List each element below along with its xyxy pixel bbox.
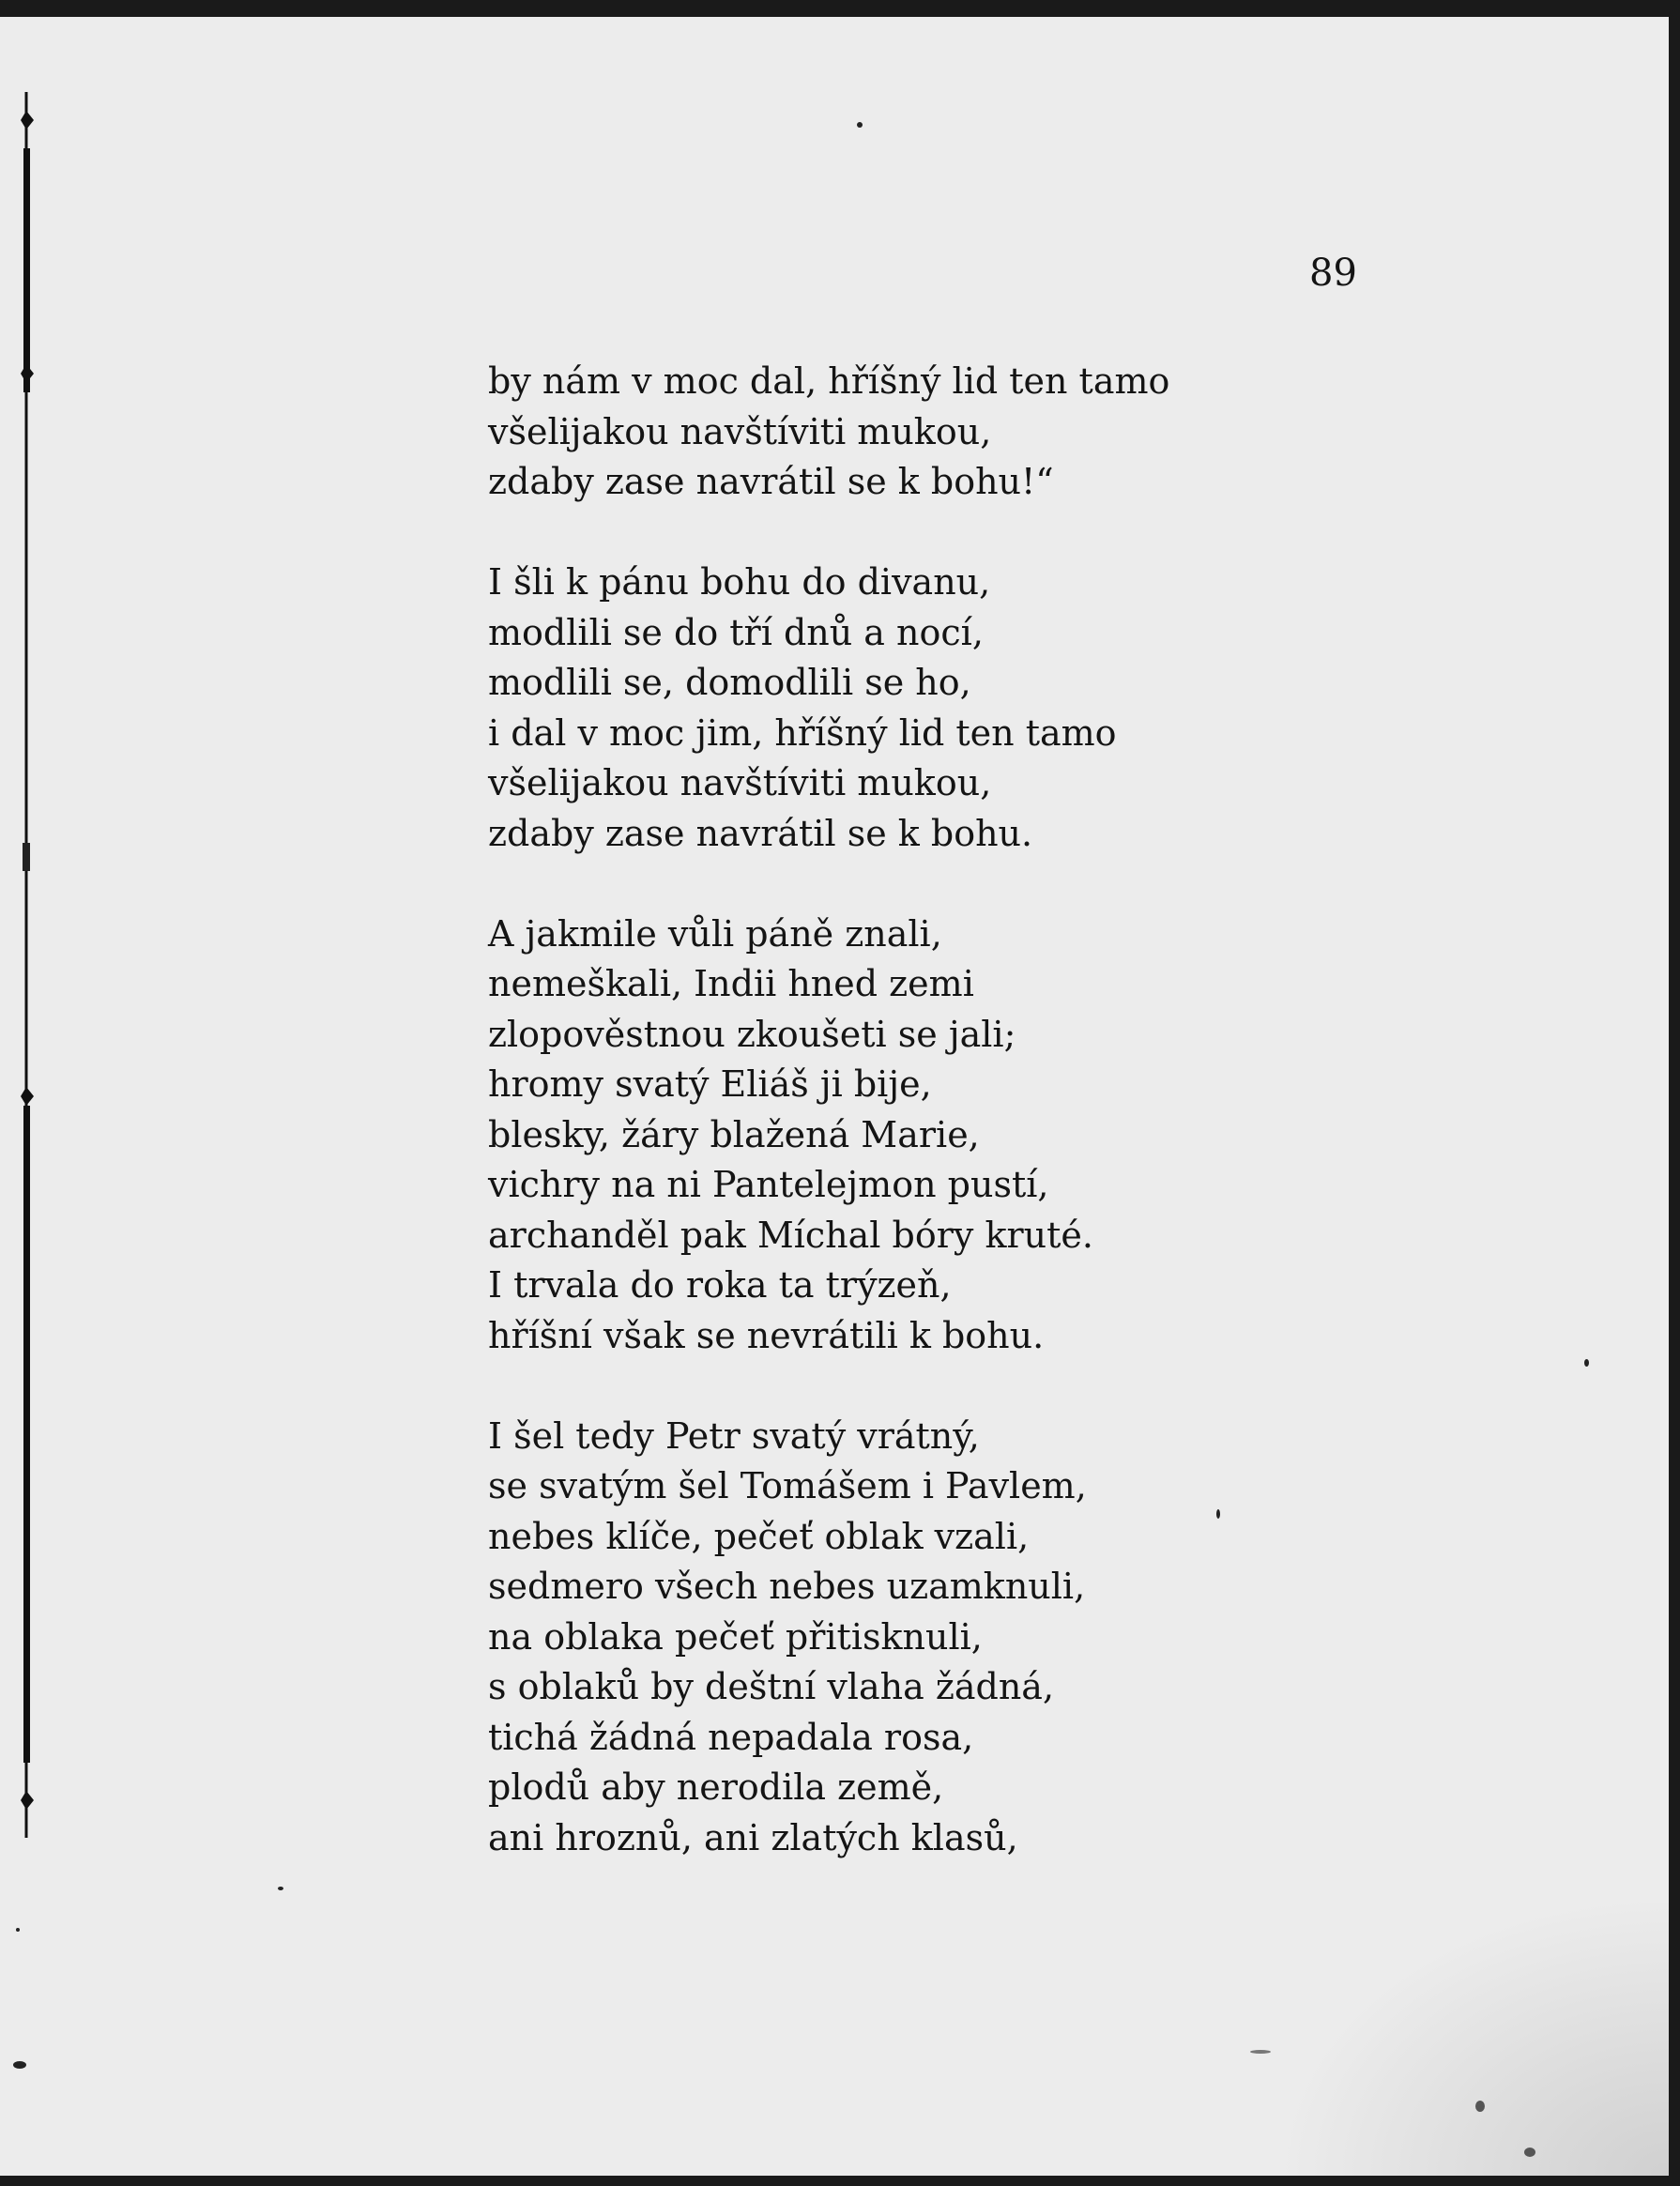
- verse-line: plodů aby nerodila země,: [488, 1766, 944, 1808]
- verse-line: blesky, žáry blažená Marie,: [488, 1113, 980, 1155]
- verse-line: hromy svatý Eliáš ji bije,: [488, 1063, 932, 1105]
- verse-line: I trvala do roka ta trýzeň,: [488, 1264, 952, 1306]
- verse-line: tichá žádná nepadala rosa,: [488, 1716, 974, 1758]
- stanza-3: [488, 910, 1169, 1362]
- page-shading: [1275, 1894, 1669, 2176]
- verse-line: se svatým šel Tomášem i Pavlem,: [488, 1465, 1087, 1506]
- scan-speck: [1524, 2148, 1535, 2157]
- verse-line: archanděl pak Míchal bóry kruté.: [488, 1214, 1093, 1256]
- verse-line: I šli k pánu bohu do divanu,: [488, 561, 991, 603]
- verse-line: zlopověstnou zkoušeti se jali;: [488, 1013, 1016, 1055]
- binding-edge: [21, 92, 36, 1838]
- verse-line: nebes klíče, pečeť oblak vzali,: [488, 1515, 1030, 1557]
- verse-line: nemeškali, Indii hned zemi: [488, 963, 974, 1004]
- page-number: 89: [1309, 252, 1357, 295]
- scan-speck: [1584, 1359, 1589, 1367]
- verse-line: modlili se, domodlili se ho,: [488, 662, 971, 703]
- book-page: [0, 17, 1669, 2176]
- scan-speck: [13, 2061, 26, 2069]
- scan-speck: [1250, 2050, 1271, 2054]
- scan-speck: [1475, 2101, 1485, 2112]
- verse-line: by nám v moc dal, hříšný lid ten tamo: [488, 360, 1170, 402]
- verse-line: ani hroznů, ani zlatých klasů,: [488, 1816, 1018, 1858]
- verse-line: i dal v moc jim, hříšný lid ten tamo: [488, 711, 1117, 754]
- verse-line: na oblaka pečeť přitisknuli,: [488, 1615, 983, 1658]
- verse-line: všelijakou navštíviti mukou,: [488, 762, 992, 803]
- scan-speck: [857, 122, 863, 128]
- scan-speck: [1216, 1509, 1220, 1519]
- verse-line: modlili se do tří dnů a nocí,: [488, 611, 984, 653]
- verse-line: I šel tedy Petr svatý vrátný,: [488, 1414, 980, 1457]
- scan-speck: [16, 1928, 20, 1932]
- stanza-1: [488, 357, 1169, 508]
- verse-line: s oblaků by deštní vlaha žádná,: [488, 1666, 1055, 1707]
- verse-line: hříšní však se nevrátili k bohu.: [488, 1314, 1045, 1356]
- stanza-4: [488, 1412, 1169, 1864]
- verse-line: vichry na ni Pantelejmon pustí,: [488, 1164, 1049, 1205]
- stanza-2: [488, 558, 1169, 859]
- verse-line: sedmero všech nebes uzamknuli,: [488, 1566, 1086, 1607]
- verse-line: zdaby zase navrátil se k bohu.: [488, 812, 1033, 854]
- verse-line: A jakmile vůli páně znali,: [488, 912, 942, 955]
- scan-speck: [278, 1887, 283, 1890]
- verse-line: všelijakou navštíviti mukou,: [488, 410, 992, 452]
- poem-text: [488, 357, 1169, 1863]
- verse-line: zdaby zase navrátil se k bohu!“: [488, 461, 1054, 502]
